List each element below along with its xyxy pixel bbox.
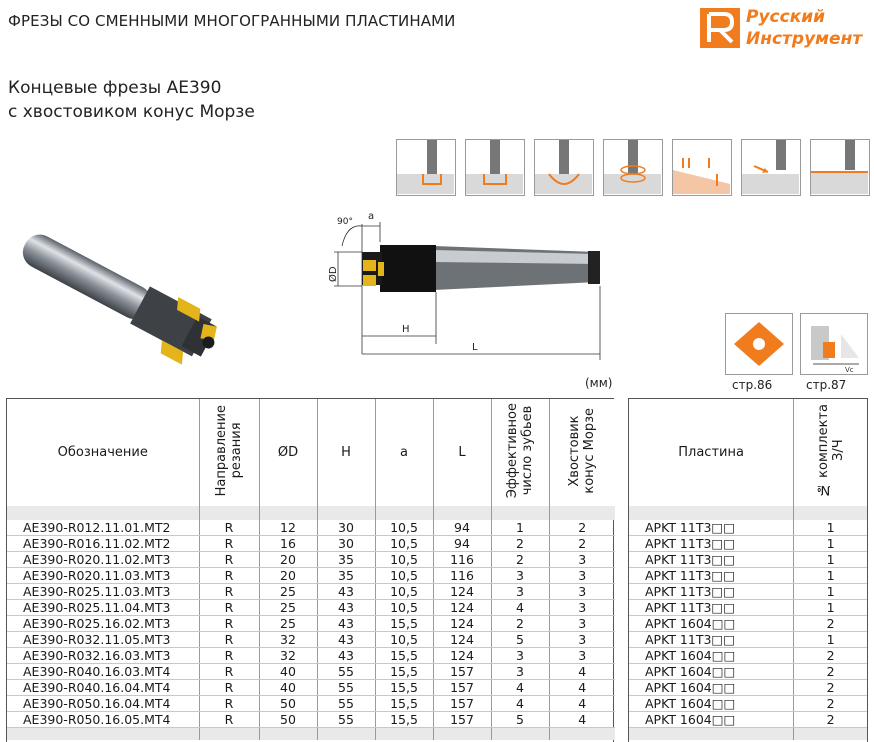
teeth-cell: 4 <box>491 696 549 712</box>
tool-photo <box>0 230 250 370</box>
table-row <box>629 600 867 616</box>
taper-cell: 3 <box>549 568 615 584</box>
a-cell: 15,5 <box>375 680 433 696</box>
kit-cell: 1 <box>794 552 867 568</box>
kit-cell: 1 <box>794 536 867 552</box>
insert-page-ref: стр.86 <box>732 378 773 392</box>
insert-cell: APKT 1604□□ <box>629 712 794 728</box>
h-cell: 43 <box>317 584 375 600</box>
teeth-cell: 5 <box>491 712 549 728</box>
h-cell: 43 <box>317 600 375 616</box>
length-cell: 157 <box>433 664 491 680</box>
table-row <box>629 664 867 680</box>
direction-cell: R <box>199 648 259 664</box>
insert-cell: APKT 1604□□ <box>629 696 794 712</box>
table-row <box>629 536 867 552</box>
taper-cell: 4 <box>549 696 615 712</box>
shoulder-milling-icon <box>396 139 456 196</box>
product-title: Концевые фрезы АЕ390 <box>8 78 222 98</box>
h-cell: 43 <box>317 632 375 648</box>
header-taper: Хвостовик конус Морзе <box>549 399 615 506</box>
table-row <box>629 616 867 632</box>
a-cell: 15,5 <box>375 648 433 664</box>
teeth-cell: 3 <box>491 664 549 680</box>
a-cell: 10,5 <box>375 632 433 648</box>
table-row <box>629 632 867 648</box>
cutting-speed-icon <box>800 313 868 375</box>
kit-cell: 2 <box>794 680 867 696</box>
svg-text:Vc: Vc <box>845 366 854 374</box>
table-row <box>629 648 867 664</box>
table-row <box>629 712 867 728</box>
insert-icon <box>725 313 793 375</box>
diameter-cell: 40 <box>259 680 317 696</box>
insert-cell: APKT 11T3□□ <box>629 536 794 552</box>
ramping-icon <box>672 139 732 196</box>
header-direction: Направление резания <box>199 399 259 506</box>
table-row <box>629 552 867 568</box>
a-cell: 15,5 <box>375 712 433 728</box>
main-spec-table <box>6 398 614 742</box>
header-a: a <box>375 399 433 506</box>
length-cell: 157 <box>433 680 491 696</box>
teeth-cell: 1 <box>491 520 549 536</box>
insert-cell: APKT 1604□□ <box>629 664 794 680</box>
kit-cell: 2 <box>794 696 867 712</box>
length-cell: 157 <box>433 696 491 712</box>
table-row <box>7 632 615 648</box>
h-cell: 55 <box>317 664 375 680</box>
insert-table <box>628 398 868 742</box>
table-row <box>7 520 615 536</box>
holder-page-ref: стр.87 <box>806 378 847 392</box>
designation-cell: АЕ390-R025.11.03.МТ3 <box>7 584 199 600</box>
teeth-cell: 3 <box>491 584 549 600</box>
diameter-cell: 20 <box>259 552 317 568</box>
designation-cell: АЕ390-R020.11.03.МТ3 <box>7 568 199 584</box>
a-cell: 15,5 <box>375 696 433 712</box>
taper-cell: 3 <box>549 552 615 568</box>
logo-line-1: Русский <box>746 7 826 27</box>
h-cell: 55 <box>317 680 375 696</box>
diameter-cell: 20 <box>259 568 317 584</box>
kit-cell: 2 <box>794 648 867 664</box>
face-milling-icon <box>810 139 870 196</box>
taper-cell: 3 <box>549 600 615 616</box>
teeth-cell: 2 <box>491 552 549 568</box>
kit-cell: 1 <box>794 520 867 536</box>
insert-cell: APKT 11T3□□ <box>629 584 794 600</box>
diameter-cell: 40 <box>259 664 317 680</box>
taper-cell: 2 <box>549 520 615 536</box>
teeth-cell: 4 <box>491 680 549 696</box>
chamfer-milling-icon <box>741 139 801 196</box>
header-insert: Пластина <box>629 399 794 506</box>
h-cell: 55 <box>317 696 375 712</box>
taper-cell: 4 <box>549 664 615 680</box>
header-l: L <box>433 399 491 506</box>
header-h: H <box>317 399 375 506</box>
diameter-cell: 50 <box>259 696 317 712</box>
diameter-cell: 16 <box>259 536 317 552</box>
h-cell: 55 <box>317 712 375 728</box>
table-row <box>7 648 615 664</box>
direction-cell: R <box>199 616 259 632</box>
direction-cell: R <box>199 520 259 536</box>
length-cell: 116 <box>433 568 491 584</box>
technical-drawing <box>322 204 612 364</box>
h-cell: 35 <box>317 552 375 568</box>
a-cell: 10,5 <box>375 600 433 616</box>
designation-cell: АЕ390-R032.11.05.МТ3 <box>7 632 199 648</box>
insert-cell: APKT 11T3□□ <box>629 600 794 616</box>
a-cell: 15,5 <box>375 664 433 680</box>
direction-cell: R <box>199 568 259 584</box>
direction-cell: R <box>199 712 259 728</box>
teeth-cell: 3 <box>491 648 549 664</box>
insert-cell: APKT 1604□□ <box>629 680 794 696</box>
table-row <box>7 664 615 680</box>
table-row <box>7 616 615 632</box>
diameter-cell: 25 <box>259 600 317 616</box>
table-row <box>7 552 615 568</box>
designation-cell: АЕ390-R012.11.01.МТ2 <box>7 520 199 536</box>
kit-cell: 2 <box>794 664 867 680</box>
kit-cell: 2 <box>794 616 867 632</box>
diameter-cell: 50 <box>259 712 317 728</box>
taper-cell: 3 <box>549 616 615 632</box>
diameter-cell: 25 <box>259 584 317 600</box>
teeth-cell: 2 <box>491 536 549 552</box>
diameter-cell: 32 <box>259 632 317 648</box>
teeth-cell: 3 <box>491 568 549 584</box>
header-d: ØD <box>259 399 317 506</box>
a-cell: 10,5 <box>375 536 433 552</box>
header-kit: № комплекта З/Ч <box>794 399 867 506</box>
table-row <box>629 680 867 696</box>
table-row <box>7 600 615 616</box>
insert-cell: APKT 11T3□□ <box>629 568 794 584</box>
helical-interpolation-icon <box>603 139 663 196</box>
length-cell: 124 <box>433 648 491 664</box>
h-cell: 30 <box>317 520 375 536</box>
length-cell: 94 <box>433 536 491 552</box>
insert-cell: APKT 11T3□□ <box>629 632 794 648</box>
taper-cell: 3 <box>549 584 615 600</box>
svg-text:90°: 90° <box>337 217 353 227</box>
designation-cell: АЕ390-R040.16.03.МТ4 <box>7 664 199 680</box>
table-row <box>7 536 615 552</box>
teeth-cell: 5 <box>491 632 549 648</box>
taper-cell: 3 <box>549 648 615 664</box>
direction-cell: R <box>199 696 259 712</box>
svg-text:a: a <box>368 211 375 222</box>
a-cell: 10,5 <box>375 552 433 568</box>
designation-cell: АЕ390-R040.16.04.МТ4 <box>7 680 199 696</box>
table-row <box>629 696 867 712</box>
designation-cell: АЕ390-R025.16.02.МТ3 <box>7 616 199 632</box>
table-row <box>629 584 867 600</box>
logo-line-2: Инструмент <box>746 29 863 49</box>
diameter-cell: 25 <box>259 616 317 632</box>
h-cell: 30 <box>317 536 375 552</box>
direction-cell: R <box>199 664 259 680</box>
header-teeth: Эффективное число зубьев <box>491 399 549 506</box>
svg-text:L: L <box>472 342 478 353</box>
a-cell: 15,5 <box>375 616 433 632</box>
kit-cell: 1 <box>794 632 867 648</box>
length-cell: 157 <box>433 712 491 728</box>
length-cell: 94 <box>433 520 491 536</box>
table-row <box>7 568 615 584</box>
designation-cell: АЕ390-R016.11.02.МТ2 <box>7 536 199 552</box>
table-row <box>7 584 615 600</box>
direction-cell: R <box>199 600 259 616</box>
direction-cell: R <box>199 632 259 648</box>
taper-cell: 4 <box>549 712 615 728</box>
kit-cell: 1 <box>794 600 867 616</box>
length-cell: 124 <box>433 600 491 616</box>
table-row <box>629 520 867 536</box>
product-subtitle: с хвостовиком конус Морзе <box>8 102 255 122</box>
direction-cell: R <box>199 680 259 696</box>
teeth-cell: 2 <box>491 616 549 632</box>
insert-cell: APKT 11T3□□ <box>629 552 794 568</box>
length-cell: 116 <box>433 552 491 568</box>
a-cell: 10,5 <box>375 520 433 536</box>
insert-cell: APKT 1604□□ <box>629 616 794 632</box>
direction-cell: R <box>199 584 259 600</box>
units-label: (мм) <box>585 376 613 390</box>
designation-cell: АЕ390-R050.16.04.МТ4 <box>7 696 199 712</box>
h-cell: 35 <box>317 568 375 584</box>
direction-cell: R <box>199 536 259 552</box>
h-cell: 43 <box>317 648 375 664</box>
taper-cell: 3 <box>549 632 615 648</box>
table-row <box>7 696 615 712</box>
h-cell: 43 <box>317 616 375 632</box>
table-row <box>629 568 867 584</box>
plunge-milling-icon <box>534 139 594 196</box>
insert-cell: APKT 1604□□ <box>629 648 794 664</box>
operation-icons <box>396 139 870 196</box>
company-logo <box>700 6 870 54</box>
designation-cell: АЕ390-R020.11.02.МТ3 <box>7 552 199 568</box>
direction-cell: R <box>199 552 259 568</box>
slot-milling-icon <box>465 139 525 196</box>
section-title: ФРЕЗЫ СО СМЕННЫМИ МНОГОГРАННЫМИ ПЛАСТИНАМИ <box>8 12 456 30</box>
svg-text:ØD: ØD <box>328 266 339 282</box>
diameter-cell: 12 <box>259 520 317 536</box>
diameter-cell: 32 <box>259 648 317 664</box>
header-designation: Обозначение <box>7 399 199 506</box>
kit-cell: 1 <box>794 584 867 600</box>
designation-cell: АЕ390-R025.11.04.МТ3 <box>7 600 199 616</box>
teeth-cell: 4 <box>491 600 549 616</box>
a-cell: 10,5 <box>375 568 433 584</box>
length-cell: 124 <box>433 616 491 632</box>
kit-cell: 2 <box>794 712 867 728</box>
kit-cell: 1 <box>794 568 867 584</box>
logo-mark-icon <box>700 8 740 48</box>
table-row <box>7 680 615 696</box>
length-cell: 124 <box>433 584 491 600</box>
designation-cell: АЕ390-R032.16.03.МТ3 <box>7 648 199 664</box>
table-row <box>7 712 615 728</box>
a-cell: 10,5 <box>375 584 433 600</box>
taper-cell: 2 <box>549 536 615 552</box>
designation-cell: АЕ390-R050.16.05.МТ4 <box>7 712 199 728</box>
taper-cell: 4 <box>549 680 615 696</box>
insert-cell: APKT 11T3□□ <box>629 520 794 536</box>
length-cell: 124 <box>433 632 491 648</box>
svg-text:H: H <box>402 324 410 335</box>
